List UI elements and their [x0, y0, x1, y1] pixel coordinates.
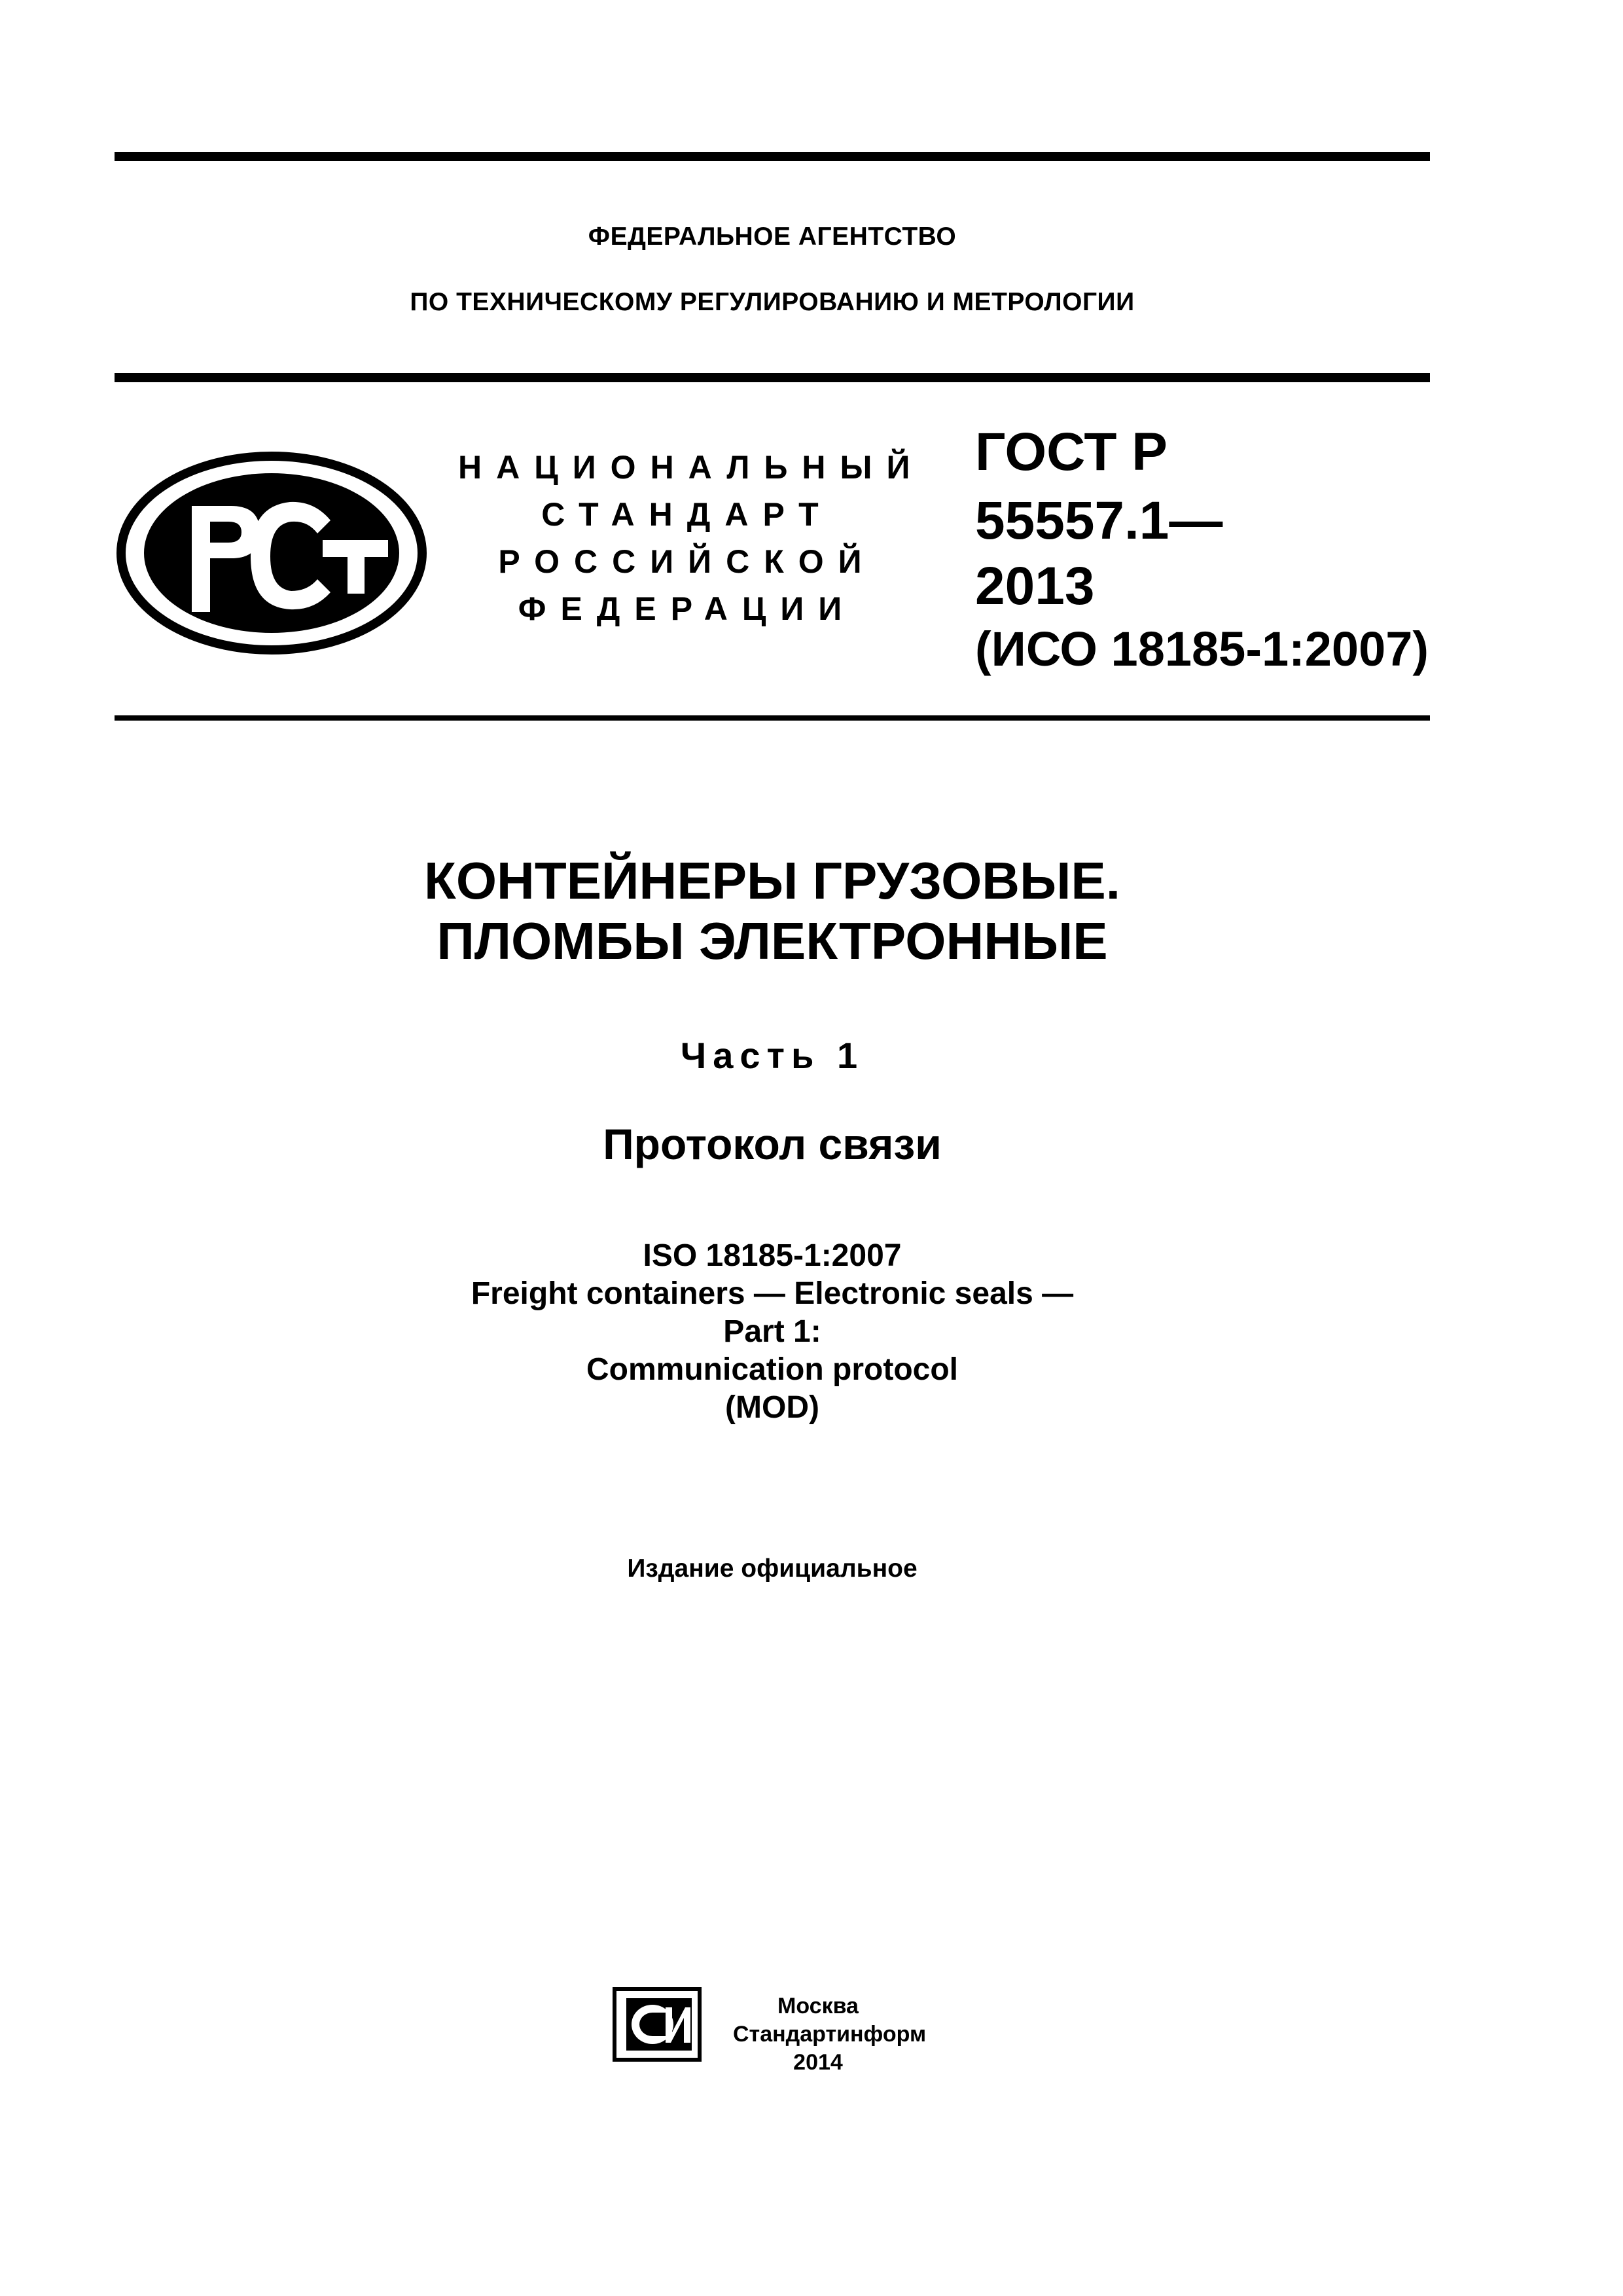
publisher-name: Стандартинформ — [733, 2022, 927, 2047]
part-label: Часть 1 — [680, 1035, 865, 1076]
iso-reference-line-1: ISO 18185-1:2007 — [643, 1238, 902, 1273]
top-rule — [115, 152, 1430, 161]
iso-reference-line-2: Freight containers — Electronic seals — — [471, 1276, 1074, 1311]
iso-equivalent: (ИСО 18185-1:2007) — [975, 622, 1429, 676]
document-title-line-2: ПЛОМБЫ ЭЛЕКТРОННЫЕ — [437, 912, 1108, 970]
document-title-line-1: КОНТЕЙНЕРЫ ГРУЗОВЫЕ. — [424, 852, 1120, 910]
rst-logo-icon — [115, 448, 429, 658]
standard-rule — [115, 715, 1430, 721]
publisher-city: Москва — [777, 1994, 859, 2018]
national-standard-line-3: РОССИЙСКОЙ — [498, 543, 876, 580]
gost-number-line-1: ГОСТ Р — [975, 422, 1168, 482]
gost-year: 2013 — [975, 556, 1095, 616]
national-standard-line-2: СТАНДАРТ — [541, 496, 833, 533]
agency-line-2: ПО ТЕХНИЧЕСКОМУ РЕГУЛИРОВАНИЮ И МЕТРОЛОГИИ — [410, 288, 1135, 316]
iso-reference-line-5: (MOD) — [725, 1390, 819, 1425]
national-standard-line-1: НАЦИОНАЛЬНЫЙ — [458, 449, 925, 486]
iso-reference-line-3: Part 1: — [723, 1314, 821, 1349]
national-standard-line-4: ФЕДЕРАЦИИ — [518, 590, 857, 627]
standartinform-logo-icon — [612, 1986, 704, 2064]
header-rule — [115, 373, 1430, 382]
gost-number-line-2: 55557.1— — [975, 491, 1223, 550]
iso-reference-line-4: Communication protocol — [586, 1352, 958, 1387]
agency-line-1: ФЕДЕРАЛЬНОЕ АГЕНТСТВО — [588, 223, 957, 251]
edition-label: Издание официальное — [627, 1554, 918, 1583]
document-subtitle: Протокол связи — [603, 1120, 942, 1168]
publisher-year: 2014 — [793, 2050, 843, 2075]
